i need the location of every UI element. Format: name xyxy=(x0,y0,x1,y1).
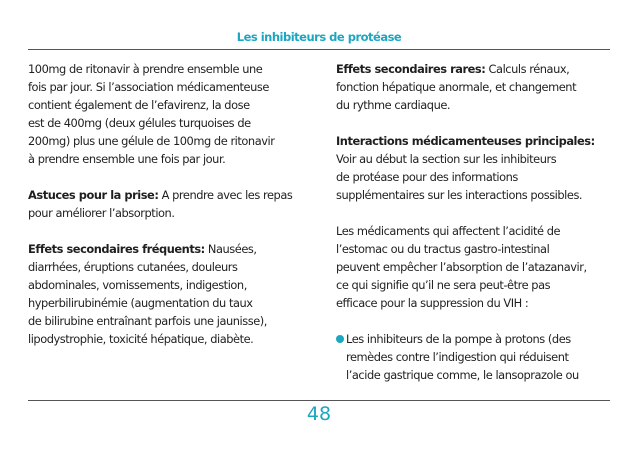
right-column xyxy=(336,60,622,384)
common-effects-text: Nausées, xyxy=(204,242,257,256)
page-number: 48 xyxy=(306,403,332,425)
text-line: 100mg de ritonavir à prendre ensemble une xyxy=(28,62,263,76)
text-line: contient également de l’efavirenz, la dose xyxy=(28,98,250,112)
text-line: abdominales, vomissements, indigestion, xyxy=(28,278,247,292)
text-line: fois par jour. Si l’association médicamenteuse xyxy=(28,80,269,94)
rare-effects-label: Effets secondaires rares: xyxy=(336,62,486,76)
rare-effects-paragraph xyxy=(336,60,622,114)
page-header-title: Les inhibiteurs de protéase xyxy=(236,30,402,44)
interactions-label: Interactions médicamenteuses principales: xyxy=(336,134,595,148)
common-effects-label: Effets secondaires fréquents: xyxy=(28,242,205,256)
text-line: pour améliorer l’absorption. xyxy=(28,206,175,220)
text-line xyxy=(28,186,316,204)
tips-text: A prendre avec les repas xyxy=(158,188,293,202)
text-line: à prendre ensemble une fois par jour. xyxy=(28,152,226,166)
text-line: l’acide gastrique comme, le lansoprazole ou xyxy=(346,368,579,382)
text-line: efficace pour la suppression du VIH : xyxy=(336,296,529,310)
text-line: peuvent empêcher l’absorption de l’atazanavir, xyxy=(336,260,587,274)
tips-paragraph xyxy=(28,186,316,222)
text-line: de protéase pour des informations xyxy=(336,170,518,184)
text-line xyxy=(28,240,316,258)
text-line: fonction hépatique anormale, et changement xyxy=(336,80,577,94)
text-line: Voir au début la section sur les inhibiteurs xyxy=(336,152,557,166)
text-line: lipodystrophie, toxicité hépatique, diabète. xyxy=(28,332,254,346)
text-line: ce qui signifie qu’il ne sera peut-être pas xyxy=(336,278,551,292)
text-line: de bilirubine entraînant parfois une jaunisse), xyxy=(28,314,267,328)
text-line: hyperbilirubinémie (augmentation du taux xyxy=(28,296,253,310)
text-line: remèdes contre l’indigestion qui réduisent xyxy=(346,350,569,364)
text-line: Les inhibiteurs de la pompe à protons (des xyxy=(346,332,571,346)
stomach-acidity-paragraph xyxy=(336,222,622,312)
bullet-dot-icon xyxy=(336,335,344,343)
footer-divider xyxy=(28,400,610,401)
text-line: diarrhées, éruptions cutanées, douleurs xyxy=(28,260,238,274)
rare-effects-text: Calculs rénaux, xyxy=(485,62,570,76)
common-effects-paragraph xyxy=(28,240,316,348)
text-line: est de 400mg (deux gélules turquoises de xyxy=(28,116,251,130)
text-line: du rythme cardiaque. xyxy=(336,98,451,112)
dosage-paragraph xyxy=(28,60,316,168)
text-line: Les médicaments qui affectent l’acidité de xyxy=(336,224,561,238)
text-line: supplémentaires sur les interactions possibles. xyxy=(336,188,583,202)
header-divider xyxy=(28,49,610,50)
text-line: l’estomac ou du tractus gastro-intestinal xyxy=(336,242,550,256)
text-line xyxy=(336,60,622,78)
tips-label: Astuces pour la prise: xyxy=(28,188,159,202)
text-line: 200mg) plus une gélule de 100mg de ritonavir xyxy=(28,134,275,148)
left-column xyxy=(28,60,316,366)
list-item xyxy=(336,330,622,384)
interactions-paragraph xyxy=(336,132,622,204)
